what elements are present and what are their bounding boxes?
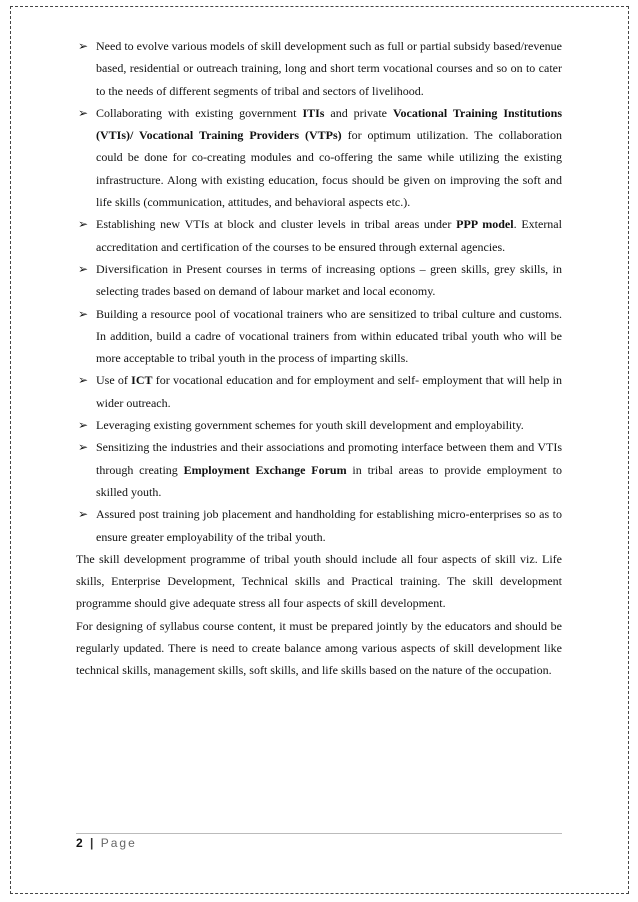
bullet-item	[76, 213, 562, 258]
bold-term: PPP model	[456, 217, 514, 232]
bold-term: Vocational Training Institutions (VTIs)/ Vocational Training Providers (VTPs)	[96, 105, 563, 143]
bullet-text	[96, 35, 562, 102]
bullet-text	[96, 369, 562, 414]
arrow-bullet-icon: ➢	[78, 306, 89, 321]
bullet-item	[76, 102, 562, 213]
text-run: Use of	[96, 373, 132, 388]
page-content	[76, 35, 562, 682]
paragraph-skill-aspects: The skill development programme of tribal youth should include all four aspects of skill viz. Life skills, Enterprise Development, Technical skills and Practical training. The skill development programme should give adequate stress all four aspects of skill development.	[76, 551, 562, 611]
footer-divider	[76, 833, 562, 834]
arrow-bullet-icon: ➢	[78, 261, 89, 276]
bullet-item	[76, 35, 562, 102]
bullet-list	[76, 35, 562, 548]
bullet-item	[76, 436, 562, 503]
text-run: Establishing new VTIs at block and cluster levels in tribal areas under	[96, 217, 457, 232]
text-run: Leveraging existing government schemes for youth skill development and employability.	[96, 418, 524, 433]
text-run: Diversification in Present courses in terms of increasing options – green skills, grey skills, in selecting trades based on demand of labour market and local economy.	[96, 261, 562, 299]
page-label: Page	[100, 836, 137, 850]
bullet-item	[76, 369, 562, 414]
bullet-item	[76, 258, 562, 303]
footer-separator: |	[90, 836, 94, 850]
bullet-text	[96, 213, 562, 258]
arrow-bullet-icon: ➢	[78, 105, 89, 120]
text-run: for optimum utilization. The collaboration could be done for co-creating modules and co-offering the same while utilizing the existing infrastructure. Along with existing education, focus should be given on improving the soft and life skills (communication, attitudes, and behavioral aspects etc.).	[96, 128, 562, 210]
text-run: in tribal areas to provide employment to skilled youth.	[96, 462, 562, 499]
text-run: Assured post training job placement and handholding for establishing micro-enterprises so as to ensure greater employability of the tribal youth.	[96, 507, 562, 544]
text-run: Need to evolve various models of skill development such as full or partial subsidy based/revenue based, residential or outreach training, long and short term vocational courses and so on to cater to the needs of different segments of tribal and sectors of livelihood.	[96, 39, 562, 98]
text-run: Building a resource pool of vocational trainers who are sensitized to tribal culture and customs. In addition, build a cadre of vocational trainers from within educated tribal youth who will be more acceptable to tribal youth in the process of imparting skills.	[96, 306, 562, 366]
paragraph-syllabus-design: For designing of syllabus course content, it must be prepared jointly by the educators and should be regularly updated. There is need to create balance among various aspects of skill development like technical skills, management skills, soft skills, and life skills based on the nature of the occupation.	[76, 618, 562, 678]
bullet-item	[76, 414, 562, 436]
bullet-text	[96, 102, 562, 213]
bullet-item	[76, 503, 562, 548]
text-run: Collaborating with existing government	[96, 105, 303, 120]
bold-term: ICT	[131, 373, 153, 388]
text-run: . External accreditation and certification of the courses to be ensured through external agencies.	[96, 217, 562, 254]
page-footer	[76, 836, 137, 850]
body-paragraphs	[76, 548, 562, 682]
arrow-bullet-icon: ➢	[78, 373, 89, 388]
bold-term: Employment Exchange Forum	[183, 462, 347, 477]
arrow-bullet-icon: ➢	[78, 217, 89, 232]
arrow-bullet-icon: ➢	[78, 440, 89, 455]
arrow-bullet-icon: ➢	[78, 418, 89, 433]
arrow-bullet-icon: ➢	[78, 39, 89, 53]
arrow-bullet-icon: ➢	[78, 507, 89, 522]
bullet-item	[76, 303, 562, 370]
text-run: Sensitizing the industries and their associations and promoting interface between them and VTIs through creating	[96, 440, 562, 477]
bullet-text	[96, 414, 562, 436]
text-run: for vocational education and for employment and self- employment that will help in wider outreach.	[96, 373, 562, 410]
bullet-text	[96, 436, 562, 503]
bold-term: ITIs	[302, 105, 325, 120]
page-number: 2	[76, 836, 83, 850]
bullet-text	[96, 503, 562, 548]
bullet-text	[96, 258, 562, 303]
bullet-text	[96, 303, 562, 370]
text-run: and private	[324, 105, 393, 120]
